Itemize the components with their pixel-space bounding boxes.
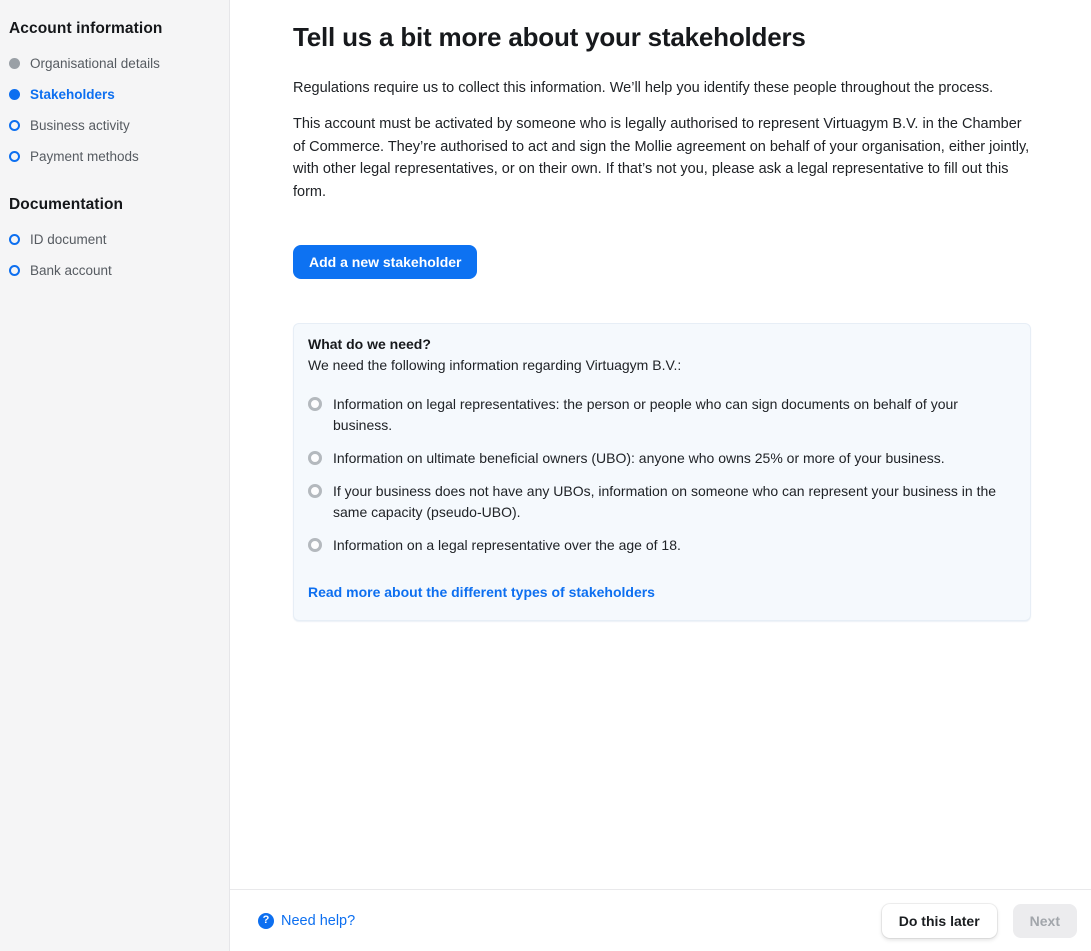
what-we-need-info-box xyxy=(293,323,1031,621)
need-help-link[interactable] xyxy=(258,913,355,929)
bullet-ring-icon xyxy=(308,484,322,498)
step-active-icon xyxy=(9,89,20,100)
list-item xyxy=(308,448,1008,468)
question-mark-icon: ? xyxy=(258,913,274,929)
page-title: Tell us a bit more about your stakeholders xyxy=(293,22,806,52)
sidebar-section-account-information xyxy=(9,20,219,164)
step-todo-icon xyxy=(9,265,20,276)
need-help-label: Need help? xyxy=(281,912,356,929)
list-item xyxy=(308,481,1008,522)
sidebar-item-label: Bank account xyxy=(30,263,112,278)
stakeholders-step-content xyxy=(230,0,1091,889)
info-box-subtitle: We need the following information regarding Virtuagym B.V.: xyxy=(308,357,682,374)
bullet-ring-icon xyxy=(308,451,322,465)
steps-sidebar xyxy=(0,0,230,951)
sidebar-item-id-document[interactable] xyxy=(9,232,219,247)
sidebar-item-business-activity[interactable] xyxy=(9,118,219,133)
sidebar-item-label: Business activity xyxy=(30,118,130,133)
list-item-text: Information on a legal representative over the age of 18. xyxy=(333,536,681,553)
wizard-footer xyxy=(230,889,1091,951)
list-item-text: If your business does not have any UBOs, information on someone who can represent your business in the same capacity (pseudo-UBO). xyxy=(333,483,997,520)
sidebar-item-label: Stakeholders xyxy=(30,87,115,102)
stakeholder-types-link[interactable]: Read more about the different types of stakeholders xyxy=(308,584,655,601)
sidebar-item-label: ID document xyxy=(30,232,107,247)
sidebar-item-organisational-details[interactable] xyxy=(9,56,219,71)
bullet-ring-icon xyxy=(308,538,322,552)
sidebar-item-payment-methods[interactable] xyxy=(9,149,219,164)
list-item-text: Information on legal representatives: the person or people who can sign documents on behalf of your business. xyxy=(333,396,958,433)
main-panel xyxy=(230,0,1091,951)
description-paragraph: This account must be activated by someone who is legally authorised to represent Virtuagym B.V. in the Chamber of Commerce. They’re authorised to act and sign the Mollie agreement on behalf of your organisation, either jointly, with other legal representatives, or on their own. If that’s not you, please ask a legal representative to fill out this form. xyxy=(293,116,1030,200)
do-this-later-button[interactable]: Do this later xyxy=(882,904,997,938)
add-stakeholder-button[interactable]: Add a new stakeholder xyxy=(293,245,477,279)
next-button[interactable]: Next xyxy=(1013,904,1077,938)
sidebar-section-title: Documentation xyxy=(9,196,124,213)
sidebar-item-bank-account[interactable] xyxy=(9,263,219,278)
sidebar-item-stakeholders[interactable] xyxy=(9,87,219,102)
intro-paragraph: Regulations require us to collect this information. We’ll help you identify these people throughout the process. xyxy=(293,80,994,96)
list-item xyxy=(308,394,1008,435)
list-item xyxy=(308,535,1008,555)
sidebar-section-title: Account information xyxy=(9,20,163,37)
sidebar-section-documentation xyxy=(9,196,219,278)
step-todo-icon xyxy=(9,151,20,162)
step-done-icon xyxy=(9,58,20,69)
sidebar-item-label: Payment methods xyxy=(30,149,139,164)
step-todo-icon xyxy=(9,120,20,131)
step-todo-icon xyxy=(9,234,20,245)
bullet-ring-icon xyxy=(308,397,322,411)
footer-buttons xyxy=(882,904,1077,938)
list-item-text: Information on ultimate beneficial owners (UBO): anyone who owns 25% or more of your business. xyxy=(333,449,945,466)
sidebar-item-label: Organisational details xyxy=(30,56,160,71)
info-box-title: What do we need? xyxy=(308,336,431,353)
